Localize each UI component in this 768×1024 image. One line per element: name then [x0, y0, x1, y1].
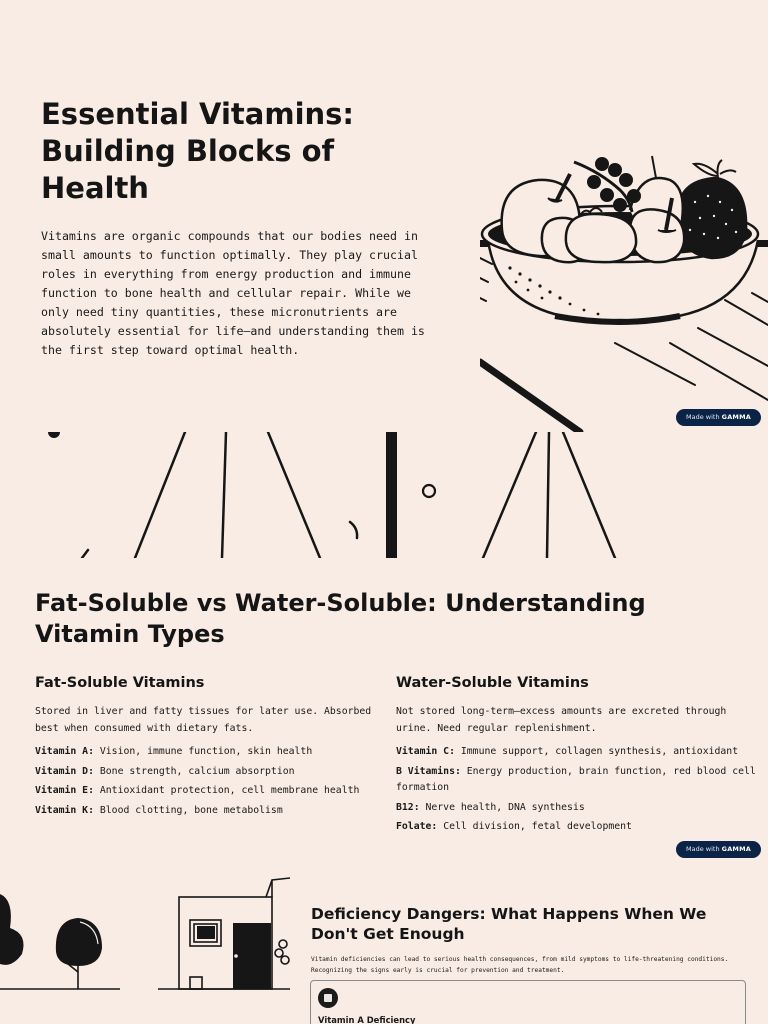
slide-intro	[0, 0, 768, 432]
badge-prefix: Made with	[686, 845, 720, 853]
fat-soluble-column	[35, 674, 395, 822]
water-soluble-description: Not stored long-term—excess amounts are excreted through urine. Need regular replenishment.	[396, 706, 727, 734]
slide-title: Deficiency Dangers: What Happens When We Don't Get Enough	[311, 905, 707, 943]
water-soluble-heading: Water-Soluble Vitamins	[396, 675, 589, 691]
vitamin-item	[396, 764, 756, 797]
vitamin-benefit: Blood clotting, bone metabolism	[93, 804, 283, 816]
badge-prefix: Made with	[686, 413, 720, 421]
slide-title: Essential Vitamins: Building Blocks of Health	[41, 97, 355, 205]
slide-body: Vitamins are organic compounds that our bodies need in small amounts to function optimally. They play crucial roles in everything from energy production and immune function to bone health and cellular repair. While we only need tiny quantities, these micronutrients are absolutely essential for life—and understanding them is the first step toward optimal health.	[41, 229, 425, 357]
vitamin-benefit: Antioxidant protection, cell membrane health	[93, 785, 360, 796]
vitamin-name: B12:	[396, 801, 420, 813]
gamma-logo: GAMMA	[721, 413, 751, 421]
deficiency-card-title: Vitamin A Deficiency	[318, 1015, 416, 1024]
vitamin-benefit: Immune support, collagen synthesis, antioxidant	[454, 746, 739, 757]
slide-title: Fat-Soluble vs Water-Soluble: Understanding Vitamin Types	[35, 589, 646, 648]
deficiency-card	[310, 980, 746, 1024]
fruit-bowl-illustration	[480, 140, 768, 432]
water-soluble-column	[396, 674, 756, 839]
vitamin-item	[35, 803, 395, 820]
fat-soluble-heading: Fat-Soluble Vitamins	[35, 675, 205, 691]
vitamin-bottles-illustration	[0, 432, 768, 558]
vitamin-item	[35, 744, 395, 761]
vitamin-item	[35, 783, 395, 800]
vitamin-name: Vitamin A:	[35, 746, 94, 757]
vitamin-item	[35, 764, 395, 781]
made-with-gamma-badge[interactable]	[676, 409, 761, 426]
vitamin-item	[396, 800, 756, 817]
vitamin-name: Vitamin D:	[35, 765, 94, 777]
slide-vitamin-types	[0, 432, 768, 864]
neighborhood-illustration	[0, 864, 290, 1024]
slide-body: Vitamin deficiencies can lead to serious health consequences, from mild symptoms to life-threatening conditions. Recognizing the signs early is crucial for prevention and treatment.	[311, 956, 729, 974]
gamma-logo: GAMMA	[721, 845, 751, 853]
vitamin-benefit: Vision, immune function, skin health	[93, 746, 313, 757]
vitamin-item	[396, 744, 756, 761]
eye-icon	[318, 988, 338, 1008]
vitamin-benefit: Cell division, fetal development	[437, 821, 632, 832]
slide-deficiency	[0, 864, 768, 1024]
vitamin-benefit: Energy production, brain function, red blood cell formation	[396, 765, 756, 793]
vitamin-benefit: Bone strength, calcium absorption	[93, 765, 295, 777]
vitamin-name: Folate:	[396, 821, 438, 832]
made-with-gamma-badge[interactable]	[676, 841, 761, 858]
vitamin-name: B Vitamins:	[396, 765, 461, 777]
vitamin-name: Vitamin C:	[396, 746, 455, 757]
vitamin-item	[396, 819, 756, 836]
vitamin-name: Vitamin K:	[35, 804, 94, 816]
vitamin-benefit: Nerve health, DNA synthesis	[419, 801, 585, 813]
vitamin-name: Vitamin E:	[35, 785, 94, 796]
fat-soluble-description: Stored in liver and fatty tissues for later use. Absorbed best when consumed with dietary fats.	[35, 706, 372, 734]
